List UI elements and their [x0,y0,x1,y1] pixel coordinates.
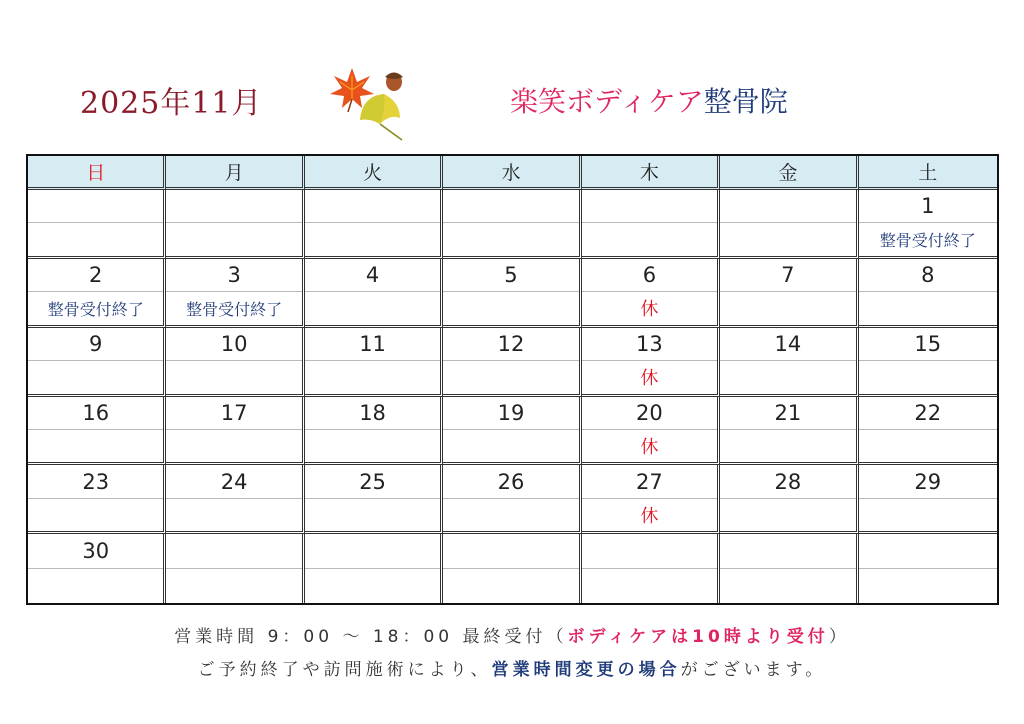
day-cell [859,465,997,534]
day-number: 21 [720,397,855,430]
day-number [166,190,301,223]
day-number: 5 [443,259,578,292]
weekday-header-tue: 火 [305,156,443,190]
day-cell [305,465,443,534]
day-note [28,361,163,393]
day-note [443,499,578,531]
day-note [305,292,440,324]
day-number: 12 [443,328,578,361]
day-cell [166,190,304,259]
day-cell [720,397,858,466]
day-cell [305,397,443,466]
day-note [305,569,440,603]
day-cell [28,465,166,534]
day-number [582,534,717,569]
bodycare-hours-note: ボディケアは10時より受付 [567,627,829,647]
day-note [166,430,301,462]
calendar-grid [26,154,999,605]
day-cell [582,190,720,259]
weekday-header-fri: 金 [720,156,858,190]
day-note [720,499,855,531]
closed-day-label: 休 [640,505,659,527]
day-number [305,534,440,569]
day-note [443,361,578,393]
day-note [166,569,301,603]
day-note [720,430,855,462]
day-note: 整骨受付終了 [47,299,144,319]
day-cell [28,397,166,466]
closed-day-label: 休 [640,368,659,390]
day-note [582,569,717,603]
day-number: 15 [859,328,997,361]
day-number [28,190,163,223]
day-number: 17 [166,397,301,430]
autumn-leaves-icon [322,60,426,142]
day-cell [859,259,997,328]
day-cell [859,534,997,603]
day-cell [582,259,720,328]
day-number: 4 [305,259,440,292]
day-number: 18 [305,397,440,430]
day-number: 27 [582,465,717,498]
day-cell [166,259,304,328]
day-note [166,223,301,255]
day-cell [582,465,720,534]
day-note [720,361,855,393]
day-cell [720,534,858,603]
day-note [859,569,997,603]
day-number: 26 [443,465,578,498]
day-cell [859,397,997,466]
day-note [443,569,578,603]
day-cell [582,328,720,397]
weekday-header-sun: 日 [28,156,166,190]
day-cell [28,190,166,259]
day-cell [443,190,581,259]
day-number: 29 [859,465,997,498]
day-note [28,569,163,603]
day-cell [443,259,581,328]
day-note [28,223,163,255]
day-note [582,223,717,255]
closed-day-label: 休 [640,299,659,321]
day-cell [720,190,858,259]
day-note [443,223,578,255]
day-cell [28,534,166,603]
day-number: 20 [582,397,717,430]
day-cell [443,328,581,397]
day-note: 整骨受付終了 [186,299,283,319]
weekday-header-thu: 木 [582,156,720,190]
day-number: 11 [305,328,440,361]
day-number [166,534,301,569]
day-number: 30 [28,534,163,569]
day-note [859,499,997,531]
day-note [28,499,163,531]
day-number: 13 [582,328,717,361]
day-number [720,190,855,223]
closed-day-label: 休 [640,437,659,459]
day-number: 16 [28,397,163,430]
weekday-header-sat: 土 [859,156,997,190]
day-cell [28,259,166,328]
day-note [443,430,578,462]
day-number: 19 [443,397,578,430]
day-cell [166,465,304,534]
day-note [720,292,855,324]
day-note [720,569,855,603]
change-note-highlight: 営業時間変更の場合 [491,660,681,680]
day-number: 7 [720,259,855,292]
change-note-text: ご予約終了や訪問施術により、 [197,660,492,680]
day-note [859,292,997,324]
day-number: 23 [28,465,163,498]
day-number: 14 [720,328,855,361]
day-note [28,430,163,462]
change-note-end: がございます。 [680,660,827,680]
day-cell [443,465,581,534]
day-note [305,223,440,255]
day-number: 10 [166,328,301,361]
day-cell [166,397,304,466]
clinic-name [510,80,788,120]
day-cell [720,465,858,534]
day-number: 1 [859,190,997,223]
day-cell [720,259,858,328]
day-note [305,430,440,462]
day-cell [859,328,997,397]
day-note [859,430,997,462]
day-number [443,190,578,223]
day-cell [443,397,581,466]
weekday-header-wed: 水 [443,156,581,190]
day-cell [305,328,443,397]
hours-text: 営業時間 9：00 ～ 18：00 最終受付（ [174,627,568,647]
day-cell [305,259,443,328]
day-cell [859,190,997,259]
day-note [305,361,440,393]
day-cell [28,328,166,397]
day-note [305,499,440,531]
day-number [720,534,855,569]
day-cell [305,190,443,259]
day-note [859,361,997,393]
day-number [859,534,997,569]
day-number: 22 [859,397,997,430]
day-note [443,292,578,324]
day-number: 25 [305,465,440,498]
day-number: 24 [166,465,301,498]
day-number: 2 [28,259,163,292]
day-number [305,190,440,223]
day-cell [305,534,443,603]
day-note [166,361,301,393]
day-cell [443,534,581,603]
day-note: 整骨受付終了 [879,231,976,251]
weekday-header-mon: 月 [166,156,304,190]
day-cell [582,534,720,603]
month-title: 2025年11月 [80,86,263,121]
clinic-name-main: 楽笑ボディケア [510,85,704,118]
day-cell [582,397,720,466]
day-number: 3 [166,259,301,292]
day-number: 8 [859,259,997,292]
schedule-change-note [0,655,1024,680]
day-cell [166,534,304,603]
day-number: 6 [582,259,717,292]
day-number: 28 [720,465,855,498]
hours-note [0,622,1024,647]
clinic-name-suffix: 整骨院 [703,85,788,118]
day-note [720,223,855,255]
day-cell [166,328,304,397]
day-cell [720,328,858,397]
day-note [166,499,301,531]
day-number [582,190,717,223]
day-number [443,534,578,569]
day-number: 9 [28,328,163,361]
hours-close-paren: ） [828,627,850,647]
